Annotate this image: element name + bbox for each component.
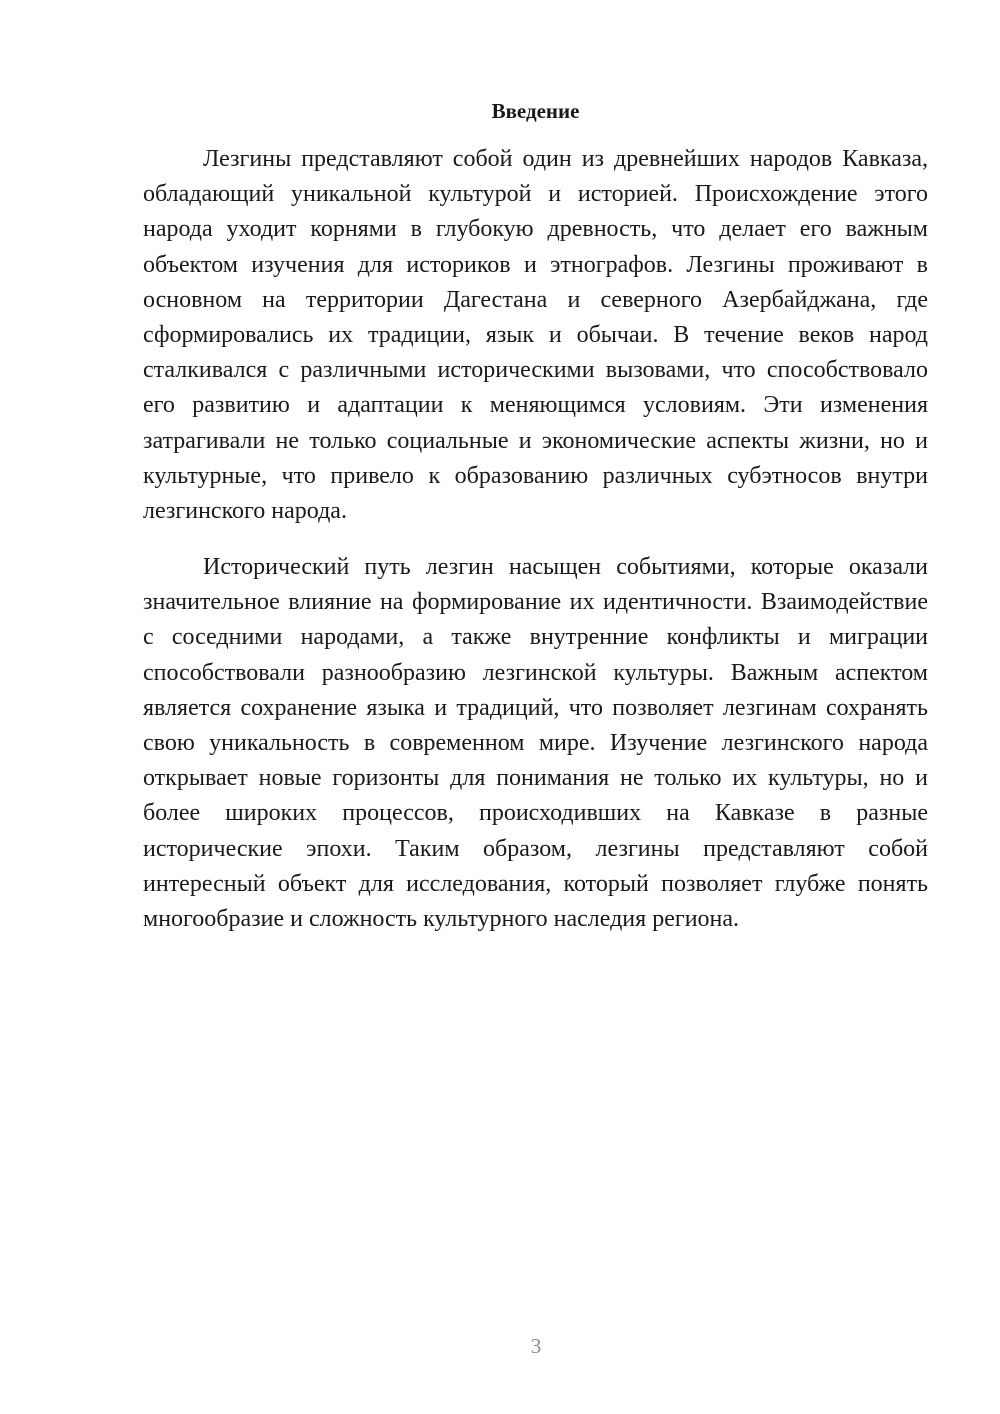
page-number: 3 — [530, 1334, 542, 1358]
paragraph-block-1 — [143, 142, 928, 529]
paragraph-intro: Лезгины представляют собой один из древнейших народов Кавказа, обладающий уникальной культурой и историей. Происхождение этого народа уходит корнями в глубокую древность, что делает его важным объектом изучения для историков и этнографов. Лезгины проживают в основном на территории Дагестана и северного Азербайджана, где сформировались их традиции, язык и обычаи. В течение веков народ сталкивался с различными историческими вызовами, что способствовало его развитию и адаптации к меняющимся условиям. Эти изменения затрагивали не только социальные и экономические аспекты жизни, но и культурные, что привело к образованию различных субэтносов внутри лезгинского народа. — [143, 146, 928, 525]
paragraph-history: Исторический путь лезгин насыщен событиями, которые оказали значительное влияние на формирование их идентичности. Взаимодействие с соседними народами, а также внутренние конфликты и миграции способствовали разнообразию лезгинской культуры. Важным аспектом является сохранение языка и традиций, что позволяет лезгинам сохранять свою уникальность в современном мире. Изучение лезгинского народа открывает новые горизонты для понимания не только их культуры, но и более широких процессов, происходивших на Кавказе в разные исторические эпохи. Таким образом, лезгины представляют собой интересный объект для исследования, который позволяет глубже понять многообразие и сложность культурного наследия региона. — [143, 554, 928, 933]
section-title: Введение — [491, 99, 580, 123]
paragraph-block-2 — [143, 550, 928, 937]
